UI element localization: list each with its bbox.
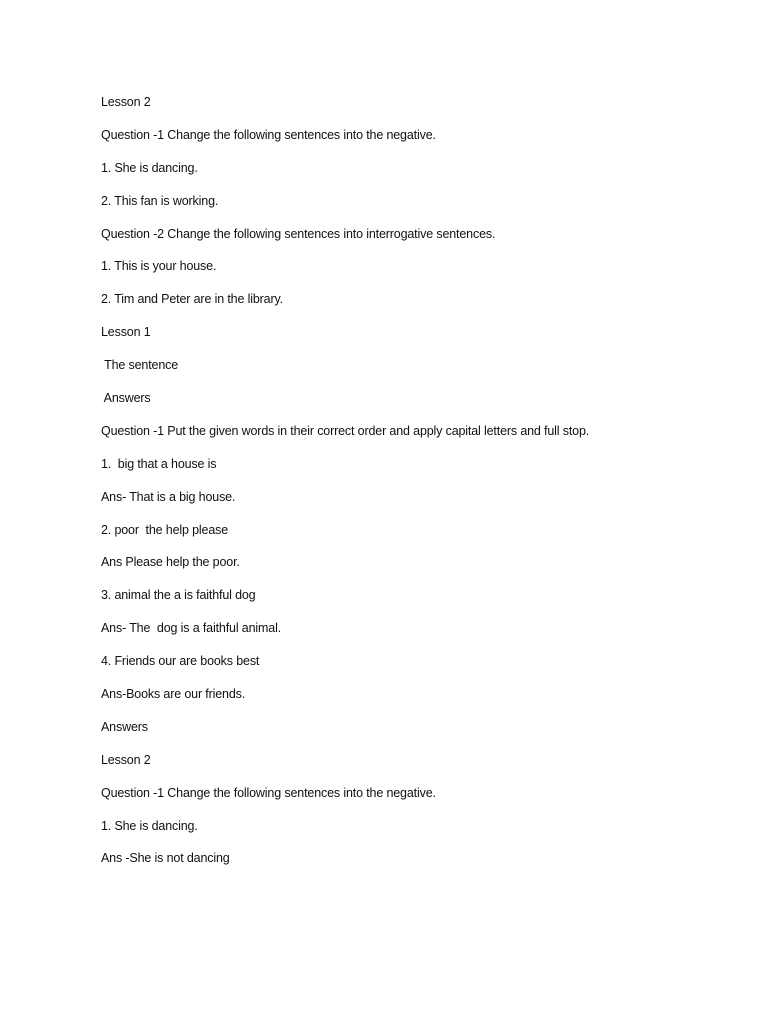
heading-lesson-1: Lesson 1 (101, 325, 151, 340)
jumbled-sentence: 3. animal the a is faithful dog (101, 588, 256, 603)
question-1-negative: Question -1 Change the following sentences into the negative. (101, 785, 436, 800)
sentence-item: 2. Tim and Peter are in the library. (101, 292, 283, 307)
heading-lesson-2: Lesson 2 (101, 752, 151, 767)
jumbled-sentence: 1. big that a house is (101, 456, 217, 471)
document-text (101, 93, 721, 882)
answer-line: Ans -She is not dancing (101, 851, 230, 866)
answer-line: Ans- The dog is a faithful animal. (101, 621, 282, 636)
question-2-interrogative: Question -2 Change the following sentences into interrogative sentences. (101, 226, 496, 241)
jumbled-sentence: 2. poor the help please (101, 522, 229, 537)
answers-heading: Answers (101, 719, 148, 734)
answer-line: Ans-Books are our friends. (101, 687, 246, 702)
answers-heading: Answers (101, 391, 151, 406)
sentence-item: 1. This is your house. (101, 259, 217, 274)
sentence-item: 1. She is dancing. (101, 818, 198, 833)
sentence-item: 1. She is dancing. (101, 160, 198, 175)
question-1-negative: Question -1 Change the following sentences into the negative. (101, 127, 436, 142)
question-1-word-order: Question -1 Put the given words in their correct order and apply capital letters and full stop. (101, 423, 590, 438)
jumbled-sentence: 4. Friends our are books best (101, 654, 260, 669)
answer-line: Ans Please help the poor. (101, 555, 240, 570)
heading-lesson-2: Lesson 2 (101, 95, 151, 109)
lesson-subtitle: The sentence (101, 358, 179, 373)
answer-line: Ans- That is a big house. (101, 489, 236, 504)
sentence-item: 2. This fan is working. (101, 193, 219, 208)
